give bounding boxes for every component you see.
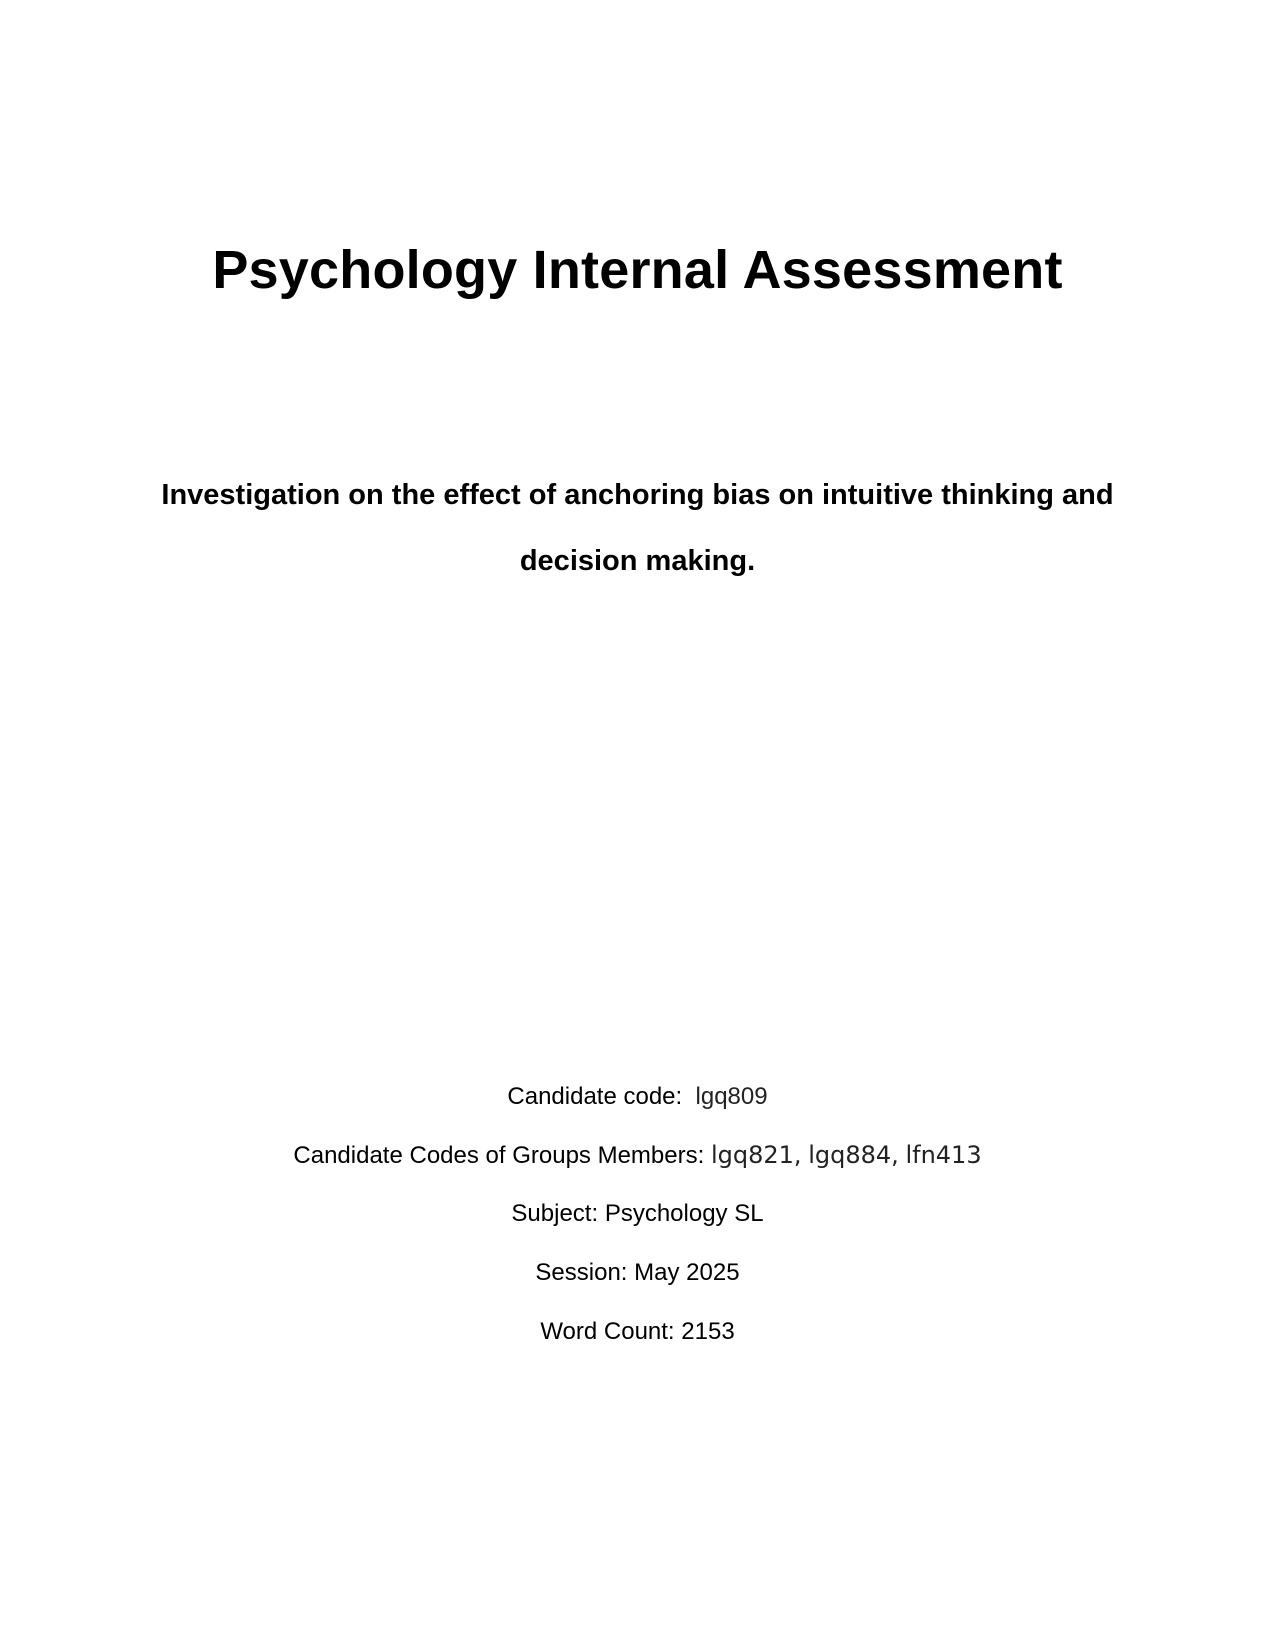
candidate-info-block	[0, 1082, 1275, 1347]
group-member-code: lfn413	[905, 1141, 982, 1169]
session-label: Session:	[535, 1259, 628, 1286]
candidate-code-label: Candidate code:	[507, 1083, 683, 1110]
subject-label: Subject:	[511, 1200, 599, 1227]
document-subtitle: Investigation on the effect of anchoring bias on intuitive thinking and decision making.	[161, 479, 1114, 577]
group-members-line	[0, 1140, 1275, 1170]
group-members-label: Candidate Codes of Groups Members:	[293, 1142, 705, 1169]
group-member-code: lgq884,	[808, 1141, 899, 1169]
candidate-code-value: lgq809	[695, 1083, 768, 1110]
word-count-value: 2153	[681, 1318, 735, 1345]
session-line	[0, 1258, 1275, 1288]
subject-value: Psychology SL	[604, 1200, 764, 1227]
word-count-line	[0, 1317, 1275, 1347]
group-member-code: lgq821,	[710, 1141, 802, 1169]
candidate-code-line	[0, 1082, 1275, 1112]
session-value: May 2025	[634, 1259, 740, 1286]
document-title: Psychology Internal Assessment	[212, 240, 1063, 300]
word-count-label: Word Count:	[540, 1318, 675, 1345]
subject-line	[0, 1199, 1275, 1229]
